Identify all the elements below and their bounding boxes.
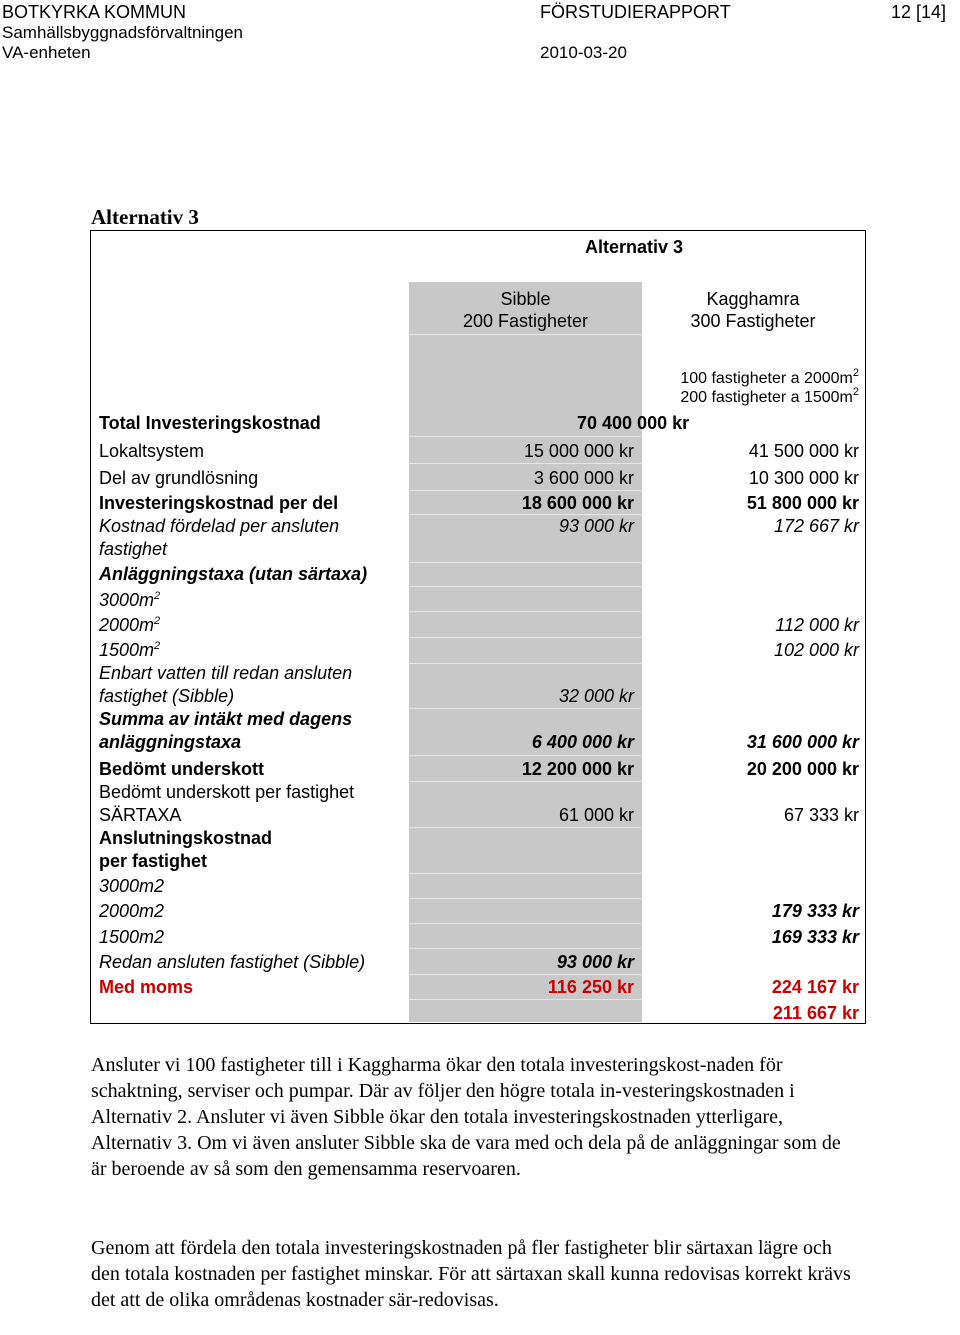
area-1500-label: $1500m^2$ [99, 640, 161, 660]
row-divider [409, 562, 642, 563]
underskott-per-c2: 67 333 kr [783, 805, 859, 825]
anl-taxa-label: Anläggningstaxa (utan särtaxa) [99, 564, 368, 584]
redan-label: Redan ansluten fastighet (Sibble) [99, 952, 366, 972]
total-label: Total Investeringskostnad [99, 413, 321, 433]
underskott-c2: 20 200 000 kr [746, 759, 859, 779]
kostnad-per-label-2: fastighet [99, 539, 168, 559]
row-divider [409, 334, 642, 335]
summa-c2: 31 600 000 kr [746, 732, 859, 752]
summa-c1: 6 400 000 kr [531, 732, 634, 752]
lokalsystem-label: Lokaltsystem [99, 441, 205, 461]
row-divider [409, 827, 642, 828]
table-title: Alternativ 3 [585, 237, 684, 257]
anslutning-label-1: Anslutningskostnad [99, 828, 273, 848]
redan-c1: 93 000 kr [556, 952, 634, 972]
area-2000-label: $2000m^2$ [99, 615, 161, 635]
row-divider [409, 974, 642, 975]
invest-del-c2: 51 800 000 kr [746, 493, 859, 513]
header-page-number: 12 [14] [890, 2, 946, 22]
underskott-per-c1: 61 000 kr [558, 805, 634, 825]
row-divider [409, 873, 642, 874]
col2-name: Kagghamra [706, 289, 800, 309]
row-divider [409, 999, 642, 1000]
moms-c1: 116 250 kr [547, 977, 634, 997]
anslutning-label-2: per fastighet [99, 851, 208, 871]
area-3000-label: $3000m^2$ [99, 590, 161, 610]
kostnad-per-label-1: Kostnad fördelad per ansluten [99, 516, 340, 536]
a2000m2-label: 2000m2 [99, 901, 165, 921]
grund-c2: 10 300 000 kr [748, 468, 859, 488]
area-1500-c2: 102 000 kr [773, 640, 859, 660]
header-unit: VA-enheten [2, 43, 91, 62]
a2000m2-c2: 179 333 kr [771, 901, 859, 921]
row-divider [409, 923, 642, 924]
summa-label-2: anläggningstaxa [99, 732, 242, 752]
col2-note-1: 100 fastigheter a $2000m^2$ [680, 367, 859, 387]
underskott-label: Bedömt underskott [99, 759, 265, 779]
moms-c2: 224 167 kr [771, 977, 859, 997]
col1-sub: 200 Fastigheter [462, 311, 589, 331]
row-divider [409, 755, 642, 756]
enbart-c1: 32 000 kr [558, 686, 634, 706]
grund-label: Del av grundlösning [99, 468, 259, 488]
row-divider [409, 611, 642, 612]
col2-note-2: 200 fastigheter a $1500m^2$ [680, 386, 859, 406]
underskott-per-label-1: Bedömt underskott per fastighet [99, 782, 355, 802]
col2-sub: 300 Fastigheter [690, 311, 816, 331]
total-value: 70 400 000 kr [577, 413, 690, 433]
header-department: Samhällsbyggnadsförvaltningen [2, 23, 243, 42]
moms-c2b: 211 667 kr [772, 1003, 859, 1023]
a3000m2-label: 3000m2 [99, 876, 165, 896]
row-divider [409, 514, 642, 515]
row-divider [409, 898, 642, 899]
invest-del-c1: 18 600 000 kr [521, 493, 634, 513]
a1500m2-c2: 169 333 kr [771, 927, 859, 947]
underskott-per-label-2: SÄRTAXA [99, 805, 182, 825]
enbart-label-1: Enbart vatten till redan ansluten [99, 663, 353, 683]
moms-label: Med moms [99, 977, 194, 997]
sibble-column-shade [409, 282, 642, 1022]
enbart-label-2: fastighet (Sibble) [99, 686, 235, 706]
row-divider [409, 490, 642, 491]
underskott-c1: 12 200 000 kr [521, 759, 634, 779]
header-document-type: FÖRSTUDIERAPPORT [540, 2, 731, 22]
a1500m2-label: 1500m2 [99, 927, 165, 947]
row-divider [409, 436, 642, 437]
row-divider [409, 463, 642, 464]
col1-name: Sibble [500, 289, 551, 309]
header-organization: BOTKYRKA KOMMUN [2, 2, 187, 22]
row-divider [409, 948, 642, 949]
lokalsystem-c2: 41 500 000 kr [748, 441, 859, 461]
row-divider [409, 781, 642, 782]
kostnad-per-c2: 172 667 kr [773, 516, 859, 536]
row-divider [409, 586, 642, 587]
invest-del-label: Investeringskostnad per del [99, 493, 339, 513]
kostnad-per-c1: 93 000 kr [558, 516, 634, 536]
row-divider [409, 663, 642, 664]
header-date: 2010-03-20 [540, 43, 627, 62]
row-divider [409, 708, 642, 709]
body-paragraph-2: Genom att fördela den totala investeringskostnaden på fler fastigheter blir särtaxan lägre och den totala kostnaden per fastighet minskar. För att särtaxan skall kunna redovisas korrekt krävs det att de olika områdenas kostnader sär-redovisas. [91, 1237, 851, 1311]
section-heading: Alternativ 3 [91, 205, 199, 229]
row-divider [409, 637, 642, 638]
summa-label-1: Summa av intäkt med dagens [99, 709, 353, 729]
lokalsystem-c1: 15 000 000 kr [523, 441, 634, 461]
body-paragraph-1: Ansluter vi 100 fastigheter till i Kaggharma ökar den totala investeringskost-naden för schaktning, serviser och pumpar. Där av följer den högre totala in-vesteringskostnaden i Alternativ 2. Ansluter vi även Sibble ökar den totala investeringskostnaden ytterligare, Alternativ 3. Om vi även ansluter Sibble ska de vara med och dela på de anläggningar som de är beroende av så som den gemensamma reservoaren. [91, 1054, 841, 1180]
grund-c1: 3 600 000 kr [533, 468, 634, 488]
area-2000-c2: 112 000 kr [775, 615, 859, 635]
